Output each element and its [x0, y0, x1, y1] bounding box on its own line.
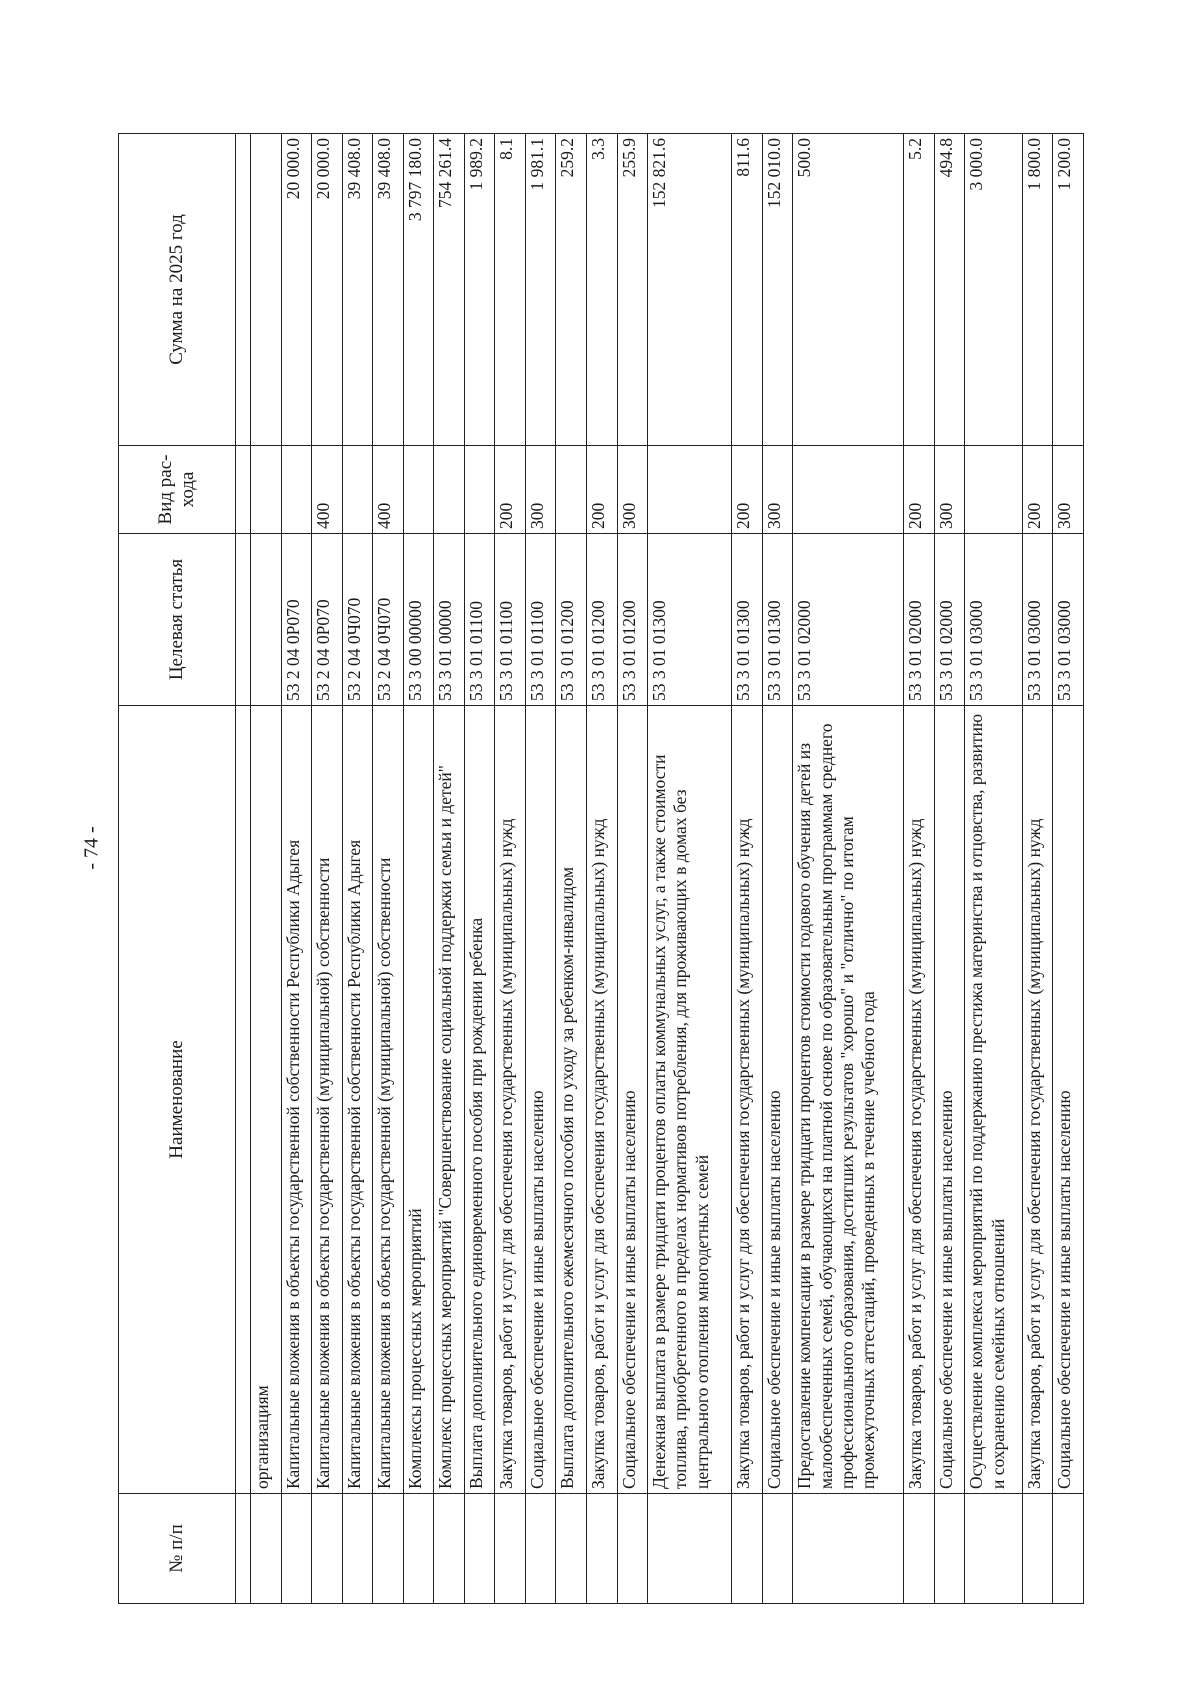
cell-amount: 500.0 — [793, 134, 904, 446]
cell-kind — [464, 446, 495, 534]
table-row — [732, 134, 763, 1604]
table-row — [934, 134, 965, 1604]
cell-kind — [965, 446, 1022, 534]
cell-kind — [648, 446, 732, 534]
cell-code: 53 3 01 03000 — [1022, 534, 1053, 706]
cell-code: 53 2 04 0Ч070 — [373, 534, 404, 706]
cell-amount: 20 000.0 — [281, 134, 312, 446]
header-amount: Сумма на 2025 год — [119, 134, 236, 446]
table-row — [236, 134, 251, 1604]
cell-kind — [556, 446, 587, 534]
table-row — [793, 134, 904, 1604]
cell-name: Капитальные вложения в объекты государственной (муниципальной) собственности — [373, 706, 404, 1494]
cell-num — [1022, 1494, 1053, 1604]
table-row — [434, 134, 465, 1604]
header-row — [119, 134, 236, 1604]
cell-code: 53 3 01 02000 — [934, 534, 965, 706]
cell-code: 53 2 04 0Ч070 — [342, 534, 373, 706]
table-row — [312, 134, 343, 1604]
cell-amount: 152 821.6 — [648, 134, 732, 446]
cell-kind: 300 — [525, 446, 556, 534]
table-row — [342, 134, 373, 1604]
table-header — [119, 134, 236, 1604]
cell-amount: 1 200.0 — [1053, 134, 1084, 446]
cell-code: 53 3 01 03000 — [1053, 534, 1084, 706]
cell-kind: 400 — [312, 446, 343, 534]
table-row — [495, 134, 526, 1604]
cell-code: 53 3 01 01100 — [464, 534, 495, 706]
table-row — [617, 134, 648, 1604]
cell-num — [762, 1494, 793, 1604]
cell-name: Социальное обеспечение и иные выплаты населению — [934, 706, 965, 1494]
cell-num — [934, 1494, 965, 1604]
cell-num — [965, 1494, 1022, 1604]
cell-name: Комплекс процессных мероприятий "Совершенствование социальной поддержки семьи и детей" — [434, 706, 465, 1494]
table-row — [281, 134, 312, 1604]
header-code: Целевая статья — [119, 534, 236, 706]
cell-code: 53 3 01 01200 — [617, 534, 648, 706]
cell-amount: 259.2 — [556, 134, 587, 446]
cell-num — [617, 1494, 648, 1604]
table-body — [236, 134, 1084, 1604]
header-kind: Вид рас-хода — [119, 446, 236, 534]
cell-name: Социальное обеспечение и иные выплаты населению — [617, 706, 648, 1494]
cell-num — [281, 1494, 312, 1604]
cell-num — [904, 1494, 935, 1604]
cell-code: 53 3 01 01300 — [648, 534, 732, 706]
cell-amount: 494.8 — [934, 134, 965, 446]
cell-name: Социальное обеспечение и иные выплаты населению — [525, 706, 556, 1494]
cell-num — [312, 1494, 343, 1604]
cell-kind: 200 — [495, 446, 526, 534]
cell-kind: 200 — [732, 446, 763, 534]
table-row — [904, 134, 935, 1604]
cell-name: Закупка товаров, работ и услуг для обеспечения государственных (муниципальных) нужд — [1022, 706, 1053, 1494]
cell-num — [556, 1494, 587, 1604]
cell-num — [525, 1494, 556, 1604]
cell-code: 53 2 04 0Р070 — [281, 534, 312, 706]
cell-code: 53 2 04 0Р070 — [312, 534, 343, 706]
cell-code: 53 3 01 01300 — [762, 534, 793, 706]
table-row — [525, 134, 556, 1604]
budget-table — [118, 133, 1084, 1604]
cell-amount: 20 000.0 — [312, 134, 343, 446]
cell-num — [373, 1494, 404, 1604]
cell-amount — [236, 134, 251, 446]
cell-amount: 39 408.0 — [373, 134, 404, 446]
cell-kind: 400 — [373, 446, 404, 534]
cell-name: Капитальные вложения в объекты государственной (муниципальной) собственности — [312, 706, 343, 1494]
cell-name — [236, 706, 251, 1494]
table-row — [464, 134, 495, 1604]
cell-code: 53 3 01 01100 — [525, 534, 556, 706]
cell-num — [464, 1494, 495, 1604]
cell-kind — [281, 446, 312, 534]
cell-kind — [236, 446, 251, 534]
cell-amount: 754 261.4 — [434, 134, 465, 446]
cell-code: 53 3 01 03000 — [965, 534, 1022, 706]
table-row — [965, 134, 1022, 1604]
cell-name: Социальное обеспечение и иные выплаты населению — [762, 706, 793, 1494]
cell-code: 53 3 01 01200 — [587, 534, 618, 706]
cell-name: Социальное обеспечение и иные выплаты населению — [1053, 706, 1084, 1494]
table-row — [1022, 134, 1053, 1604]
cell-amount: 152 010.0 — [762, 134, 793, 446]
table-row — [556, 134, 587, 1604]
cell-amount: 39 408.0 — [342, 134, 373, 446]
cell-amount: 1 800.0 — [1022, 134, 1053, 446]
cell-num — [495, 1494, 526, 1604]
cell-name: Закупка товаров, работ и услуг для обеспечения государственных (муниципальных) нужд — [732, 706, 763, 1494]
cell-amount: 3.3 — [587, 134, 618, 446]
cell-kind — [793, 446, 904, 534]
cell-kind: 200 — [904, 446, 935, 534]
cell-code: 53 3 01 02000 — [793, 534, 904, 706]
cell-amount: 3 000.0 — [965, 134, 1022, 446]
cell-amount: 1 981.1 — [525, 134, 556, 446]
cell-num — [434, 1494, 465, 1604]
cell-num — [587, 1494, 618, 1604]
table-row — [403, 134, 434, 1604]
cell-name: Предоставление компенсации в размере тридцати процентов стоимости годового обучения детей из малообеспеченных семей, обучающихся на платной основе по образовательным программам среднего профессионального образования, достигших результатов "хорошо" и "отлично" по итогам промежуточных аттестаций, проведенных в течение учебного года — [793, 706, 904, 1494]
cell-name: организациям — [251, 706, 282, 1494]
cell-name: Выплата дополнительного ежемесячного пособия по уходу за ребенком-инвалидом — [556, 706, 587, 1494]
cell-code — [251, 534, 282, 706]
cell-kind: 300 — [1053, 446, 1084, 534]
cell-code: 53 3 01 01200 — [556, 534, 587, 706]
cell-name: Выплата дополнительного единовременного пособия при рождении ребенка — [464, 706, 495, 1494]
cell-code: 53 3 01 01100 — [495, 534, 526, 706]
cell-amount — [251, 134, 282, 446]
cell-num — [236, 1494, 251, 1604]
cell-name: Закупка товаров, работ и услуг для обеспечения государственных (муниципальных) нужд — [495, 706, 526, 1494]
cell-name: Осуществление комплекса мероприятий по поддержанию престижа материнства и отцовства, развитию и сохранению семейных отношений — [965, 706, 1022, 1494]
cell-name: Закупка товаров, работ и услуг для обеспечения государственных (муниципальных) нужд — [904, 706, 935, 1494]
table-row — [251, 134, 282, 1604]
cell-num — [648, 1494, 732, 1604]
table-row — [648, 134, 732, 1604]
cell-amount: 3 797 180.0 — [403, 134, 434, 446]
cell-num — [251, 1494, 282, 1604]
cell-kind: 300 — [762, 446, 793, 534]
cell-amount: 5.2 — [904, 134, 935, 446]
cell-num — [403, 1494, 434, 1604]
cell-num — [1053, 1494, 1084, 1604]
cell-num — [732, 1494, 763, 1604]
cell-kind: 200 — [587, 446, 618, 534]
cell-name: Закупка товаров, работ и услуг для обеспечения государственных (муниципальных) нужд — [587, 706, 618, 1494]
cell-code: 53 3 01 00000 — [434, 534, 465, 706]
page-number: - 74 - — [80, 826, 103, 870]
cell-amount: 8.1 — [495, 134, 526, 446]
cell-amount: 1 989.2 — [464, 134, 495, 446]
table-row — [762, 134, 793, 1604]
table-row — [587, 134, 618, 1604]
cell-name: Капитальные вложения в объекты государственной собственности Республики Адыгея — [281, 706, 312, 1494]
cell-amount: 811.6 — [732, 134, 763, 446]
cell-kind — [342, 446, 373, 534]
cell-name: Комплексы процессных мероприятий — [403, 706, 434, 1494]
cell-num — [342, 1494, 373, 1604]
header-name: Наименование — [119, 706, 236, 1494]
rotated-table-container — [118, 134, 1084, 1604]
cell-kind: 300 — [617, 446, 648, 534]
cell-code: 53 3 00 00000 — [403, 534, 434, 706]
table-row — [1053, 134, 1084, 1604]
cell-code: 53 3 01 02000 — [904, 534, 935, 706]
cell-name: Капитальные вложения в объекты государственной собственности Республики Адыгея — [342, 706, 373, 1494]
cell-amount: 255.9 — [617, 134, 648, 446]
cell-kind — [251, 446, 282, 534]
cell-code — [236, 534, 251, 706]
cell-kind — [434, 446, 465, 534]
cell-kind — [403, 446, 434, 534]
table-row — [373, 134, 404, 1604]
cell-name: Денежная выплата в размере тридцати процентов оплаты коммунальных услуг, а также стоимости топлива, приобретенного в пределах нормативов потребления, для проживающих в домах без центрального отопления многодетных семей — [648, 706, 732, 1494]
cell-num — [793, 1494, 904, 1604]
cell-code: 53 3 01 01300 — [732, 534, 763, 706]
header-num: № п/п — [119, 1494, 236, 1604]
cell-kind: 300 — [934, 446, 965, 534]
cell-kind: 200 — [1022, 446, 1053, 534]
